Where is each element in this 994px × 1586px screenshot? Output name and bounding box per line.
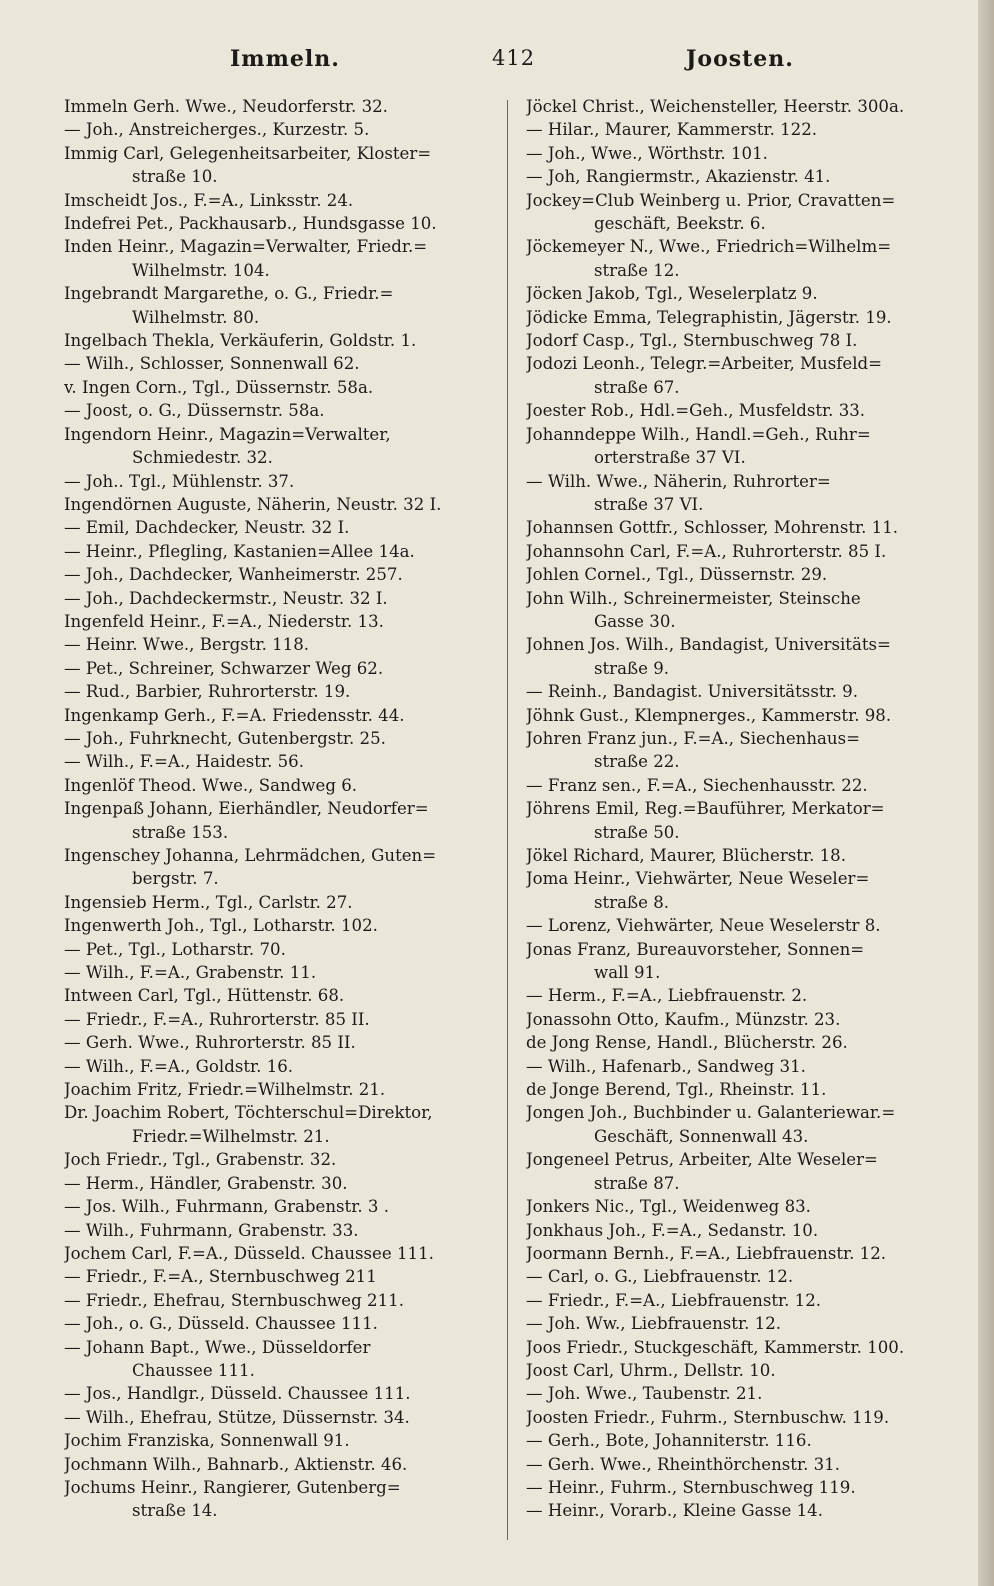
directory-line: — Wilh., Ehefrau, Stütze, Düssernstr. 34. (64, 1407, 410, 1427)
directory-line: de Jong Rense, Handl., Blücherstr. 26. (526, 1033, 848, 1053)
directory-line: straße 12. (594, 260, 680, 280)
directory-line: — Joh, Rangiermstr., Akazienstr. 41. (526, 167, 831, 187)
directory-line: Indefrei Pet., Packhausarb., Hundsgasse 10. (64, 214, 437, 234)
directory-line: — Pet., Schreiner, Schwarzer Weg 62. (64, 658, 384, 678)
directory-line: — Joh., Dachdeckermstr., Neustr. 32 I. (64, 588, 388, 608)
directory-line: — Heinr., Vorarb., Kleine Gasse 14. (526, 1501, 824, 1521)
directory-line: Ingendörnen Auguste, Näherin, Neustr. 32 I. (64, 494, 442, 514)
directory-line: Jochim Franziska, Sonnenwall 91. (64, 1431, 350, 1451)
directory-line: wall 91. (594, 963, 661, 983)
directory-line: — Joh., Anstreicherges., Kurzestr. 5. (64, 120, 370, 140)
directory-line: — Wilh. Wwe., Näherin, Ruhrorter= (526, 471, 831, 491)
header-left-word: Immeln. (230, 46, 340, 72)
directory-line: Jockey=Club Weinberg u. Prior, Cravatten= (526, 190, 896, 210)
directory-line: — Heinr., Fuhrm., Sternbuschweg 119. (526, 1477, 856, 1497)
directory-line: Johanndeppe Wilh., Handl.=Geh., Ruhr= (526, 424, 871, 444)
right-column (526, 95, 956, 1523)
directory-line: straße 153. (132, 822, 229, 842)
directory-line: — Gerh. Wwe., Rheinthörchenstr. 31. (526, 1454, 841, 1474)
directory-line: Joch Friedr., Tgl., Grabenstr. 32. (64, 1150, 337, 1170)
directory-line: Ingelbach Thekla, Verkäuferin, Goldstr. 1. (64, 331, 417, 351)
directory-line: straße 37 VI. (594, 494, 704, 514)
directory-line: Joachim Fritz, Friedr.=Wilhelmstr. 21. (64, 1080, 386, 1100)
directory-line: Jonkhaus Joh., F.=A., Sedanstr. 10. (526, 1220, 819, 1240)
directory-line: Intween Carl, Tgl., Hüttenstr. 68. (64, 986, 345, 1006)
directory-line: Schmiedestr. 32. (132, 448, 273, 468)
column-divider (507, 100, 508, 1540)
directory-line: — Joh.. Tgl., Mühlenstr. 37. (64, 471, 295, 491)
directory-line: John Wilh., Schreinermeister, Steinsche (526, 588, 861, 608)
directory-line: — Franz sen., F.=A., Siechenhausstr. 22. (526, 775, 868, 795)
directory-line: — Hilar., Maurer, Kammerstr. 122. (526, 120, 818, 140)
directory-line: Jodorf Casp., Tgl., Sternbuschweg 78 I. (526, 331, 858, 351)
directory-line: straße 14. (132, 1501, 218, 1521)
directory-line: — Wilh., Fuhrmann, Grabenstr. 33. (64, 1220, 359, 1240)
directory-line: — Friedr., F.=A., Liebfrauenstr. 12. (526, 1290, 822, 1310)
directory-line: straße 10. (132, 167, 218, 187)
directory-line: Jodozi Leonh., Telegr.=Arbeiter, Musfeld= (526, 354, 883, 374)
directory-line: Ingebrandt Margarethe, o. G., Friedr.= (64, 284, 394, 304)
directory-line: — Herm., Händler, Grabenstr. 30. (64, 1173, 348, 1193)
directory-line: Jökel Richard, Maurer, Blücherstr. 18. (526, 846, 847, 865)
directory-line: — Wilh., Schlosser, Sonnenwall 62. (64, 354, 360, 374)
directory-line: — Friedr., F.=A., Ruhrorterstr. 85 II. (64, 1009, 370, 1029)
directory-line: Ingenfeld Heinr., F.=A., Niederstr. 13. (64, 611, 384, 631)
directory-line: Joester Rob., Hdl.=Geh., Musfeldstr. 33. (526, 401, 866, 421)
directory-line: — Emil, Dachdecker, Neustr. 32 I. (64, 518, 350, 538)
directory-line: — Wilh., F.=A., Haidestr. 56. (64, 752, 305, 772)
left-column (64, 95, 494, 1523)
directory-line: orterstraße 37 VI. (594, 448, 746, 468)
directory-line: — Joh., Fuhrknecht, Gutenbergstr. 25. (64, 728, 386, 748)
directory-line: Ingendorn Heinr., Magazin=Verwalter, (64, 424, 391, 444)
directory-line: Chaussee 111. (132, 1360, 255, 1380)
directory-line: Joos Friedr., Stuckgeschäft, Kammerstr. 100. (526, 1337, 905, 1357)
directory-line: Imscheidt Jos., F.=A., Linksstr. 24. (64, 190, 354, 210)
directory-line: Joma Heinr., Viehwärter, Neue Weseler= (526, 869, 870, 889)
directory-line: Gasse 30. (594, 611, 676, 631)
header-right-word: Joosten. (686, 46, 794, 72)
directory-line: Johannsohn Carl, F.=A., Ruhrorterstr. 85 I. (526, 541, 887, 561)
directory-line: — Rud., Barbier, Ruhrorterstr. 19. (64, 682, 351, 702)
directory-line: straße 9. (594, 658, 670, 678)
directory-line: Johannsen Gottfr., Schlosser, Mohrenstr. 11. (526, 518, 899, 538)
directory-line: Wilhelmstr. 104. (132, 260, 270, 280)
directory-line: straße 22. (594, 752, 680, 772)
directory-line: Jöckemeyer N., Wwe., Friedrich=Wilhelm= (526, 237, 892, 257)
directory-line: Ingenschey Johanna, Lehrmädchen, Guten= (64, 846, 437, 865)
directory-line: Johren Franz jun., F.=A., Siechenhaus= (526, 728, 861, 748)
directory-line: — Heinr., Pflegling, Kastanien=Allee 14a. (64, 541, 415, 561)
directory-line: Ingenkamp Gerh., F.=A. Friedensstr. 44. (64, 705, 405, 725)
directory-line: — Joh. Ww., Liebfrauenstr. 12. (526, 1314, 782, 1334)
directory-line: Immeln Gerh. Wwe., Neudorferstr. 32. (64, 97, 388, 116)
directory-line: — Reinh., Bandagist. Universitätsstr. 9. (526, 682, 858, 702)
directory-line: — Pet., Tgl., Lotharstr. 70. (64, 939, 286, 959)
directory-line: Jochums Heinr., Rangierer, Gutenberg= (64, 1477, 401, 1497)
page-number: 412 (492, 46, 536, 70)
directory-line: — Friedr., F.=A., Sternbuschweg 211 (64, 1267, 377, 1287)
directory-line: Jödicke Emma, Telegraphistin, Jägerstr. 19. (526, 307, 892, 327)
page-header (0, 46, 994, 80)
directory-line: Joormann Bernh., F.=A., Liebfrauenstr. 12. (526, 1243, 887, 1263)
directory-line: Johlen Cornel., Tgl., Düssernstr. 29. (526, 565, 828, 585)
directory-line: Ingensieb Herm., Tgl., Carlstr. 27. (64, 892, 353, 912)
directory-line: Inden Heinr., Magazin=Verwalter, Friedr.= (64, 237, 428, 257)
directory-line: — Wilh., F.=A., Goldstr. 16. (64, 1056, 294, 1076)
directory-line: — Carl, o. G., Liebfrauenstr. 12. (526, 1267, 794, 1287)
directory-line: Jongen Joh., Buchbinder u. Galanteriewar.= (526, 1103, 896, 1123)
directory-line: — Gerh. Wwe., Ruhrorterstr. 85 II. (64, 1033, 356, 1053)
directory-line: Friedr.=Wilhelmstr. 21. (132, 1126, 330, 1146)
directory-line: — Jos., Handlgr., Düsseld. Chaussee 111. (64, 1384, 411, 1404)
directory-line: — Herm., F.=A., Liebfrauenstr. 2. (526, 986, 808, 1006)
directory-line: Jonas Franz, Bureauvorsteher, Sonnen= (526, 939, 865, 959)
directory-line: straße 8. (594, 892, 670, 912)
directory-line: Ingenpaß Johann, Eierhändler, Neudorfer= (64, 799, 429, 819)
directory-line: geschäft, Beekstr. 6. (594, 214, 766, 234)
directory-line: — Joh., Dachdecker, Wanheimerstr. 257. (64, 565, 403, 585)
directory-line: — Joh., Wwe., Wörthstr. 101. (526, 143, 768, 163)
directory-line: — Lorenz, Viehwärter, Neue Weselerstr 8. (526, 916, 881, 936)
directory-line: — Wilh., F.=A., Grabenstr. 11. (64, 963, 317, 983)
directory-line: Jöcken Jakob, Tgl., Weselerplatz 9. (526, 284, 818, 304)
directory-line: Jochem Carl, F.=A., Düsseld. Chaussee 111. (64, 1243, 434, 1263)
directory-line: bergstr. 7. (132, 869, 219, 889)
directory-line: straße 87. (594, 1173, 680, 1193)
directory-line: v. Ingen Corn., Tgl., Düssernstr. 58a. (64, 377, 374, 397)
directory-line: Ingenlöf Theod. Wwe., Sandweg 6. (64, 775, 358, 795)
directory-line: straße 50. (594, 822, 680, 842)
directory-line: Wilhelmstr. 80. (132, 307, 260, 327)
directory-line: Immig Carl, Gelegenheitsarbeiter, Kloster= (64, 143, 432, 163)
directory-line: — Gerh., Bote, Johanniterstr. 116. (526, 1431, 812, 1451)
directory-line: Dr. Joachim Robert, Töchterschul=Direktor, (64, 1103, 433, 1123)
directory-line: — Heinr. Wwe., Bergstr. 118. (64, 635, 310, 655)
directory-line: Jöhrens Emil, Reg.=Bauführer, Merkator= (526, 799, 885, 819)
directory-line: Ingenwerth Joh., Tgl., Lotharstr. 102. (64, 916, 378, 936)
directory-line: Jöhnk Gust., Klempnerges., Kammerstr. 98. (526, 705, 892, 725)
directory-line: Geschäft, Sonnenwall 43. (594, 1126, 809, 1146)
directory-line: Jochmann Wilh., Bahnarb., Aktienstr. 46. (64, 1454, 408, 1474)
directory-line: Jöckel Christ., Weichensteller, Heerstr. 300a. (526, 97, 905, 116)
directory-line: Jongeneel Petrus, Arbeiter, Alte Weseler= (526, 1150, 878, 1170)
directory-line: Jonkers Nic., Tgl., Weidenweg 83. (526, 1197, 811, 1217)
directory-line: de Jonge Berend, Tgl., Rheinstr. 11. (526, 1080, 827, 1100)
directory-line: Joosten Friedr., Fuhrm., Sternbuschw. 119. (526, 1407, 890, 1427)
directory-line: Joost Carl, Uhrm., Dellstr. 10. (526, 1360, 776, 1380)
directory-line: Jonassohn Otto, Kaufm., Münzstr. 23. (526, 1009, 841, 1029)
directory-line: — Johann Bapt., Wwe., Düsseldorfer (64, 1337, 371, 1357)
directory-line: straße 67. (594, 377, 680, 397)
directory-line: — Friedr., Ehefrau, Sternbuschweg 211. (64, 1290, 404, 1310)
directory-line: — Joh., o. G., Düsseld. Chaussee 111. (64, 1314, 378, 1334)
directory-line: — Wilh., Hafenarb., Sandweg 31. (526, 1056, 806, 1076)
directory-line: Johnen Jos. Wilh., Bandagist, Universitäts= (526, 635, 891, 655)
directory-line: — Joh. Wwe., Taubenstr. 21. (526, 1384, 763, 1404)
directory-line: — Jos. Wilh., Fuhrmann, Grabenstr. 3 . (64, 1197, 389, 1217)
page-edge (978, 0, 994, 1586)
directory-line: — Joost, o. G., Düssernstr. 58a. (64, 401, 325, 421)
